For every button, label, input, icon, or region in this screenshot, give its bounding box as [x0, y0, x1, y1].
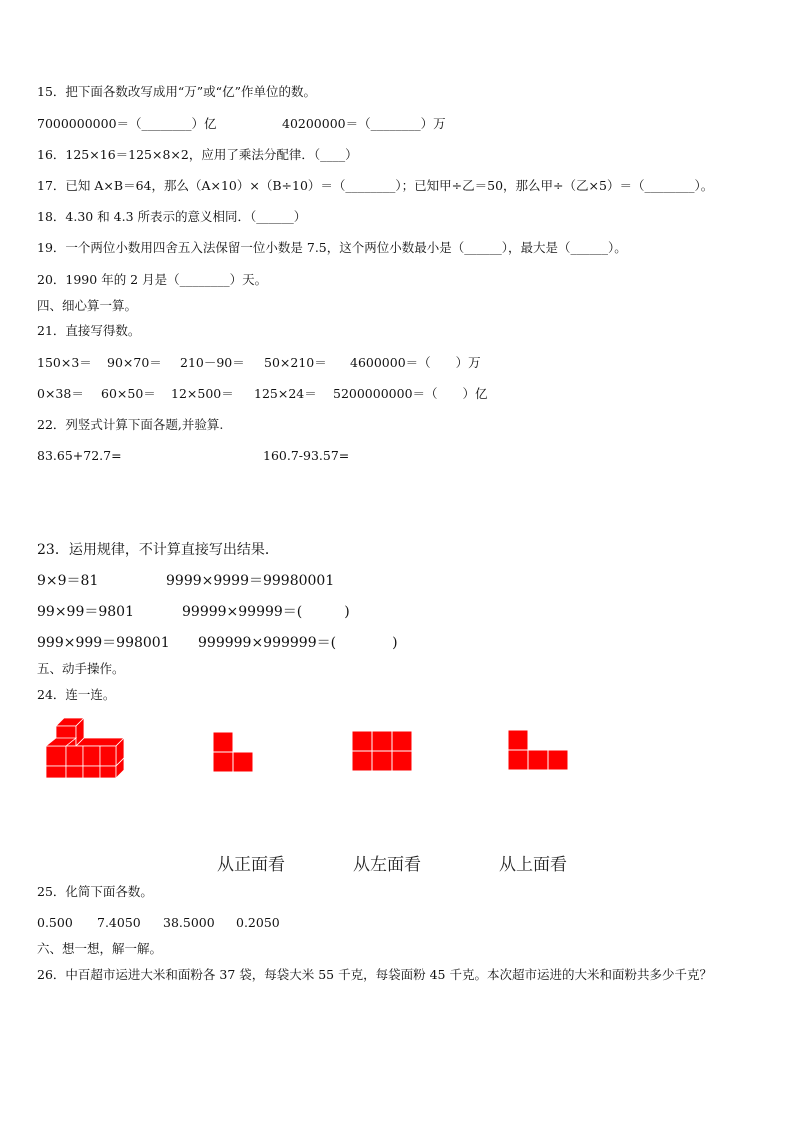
- view-shape-3: [507, 729, 569, 771]
- q22-b: 160.7-93.57=: [263, 448, 350, 463]
- q25-title: 25．化简下面各数。: [37, 884, 153, 899]
- q23-pattern: 999999×999999＝( ): [198, 635, 398, 651]
- q25-row: [37, 915, 280, 931]
- q23-pattern: 99×99＝9801: [37, 604, 134, 620]
- view-shape-1: [212, 731, 256, 773]
- q21-row2: [37, 386, 488, 402]
- q26: 26．中百超市运进大米和面粉各 37 袋，每袋大米 55 千克，每袋面粉 45 千克。本次超市运进的大米和面粉共多少千克？: [37, 967, 712, 982]
- q23-pattern: 9999×9999＝99980001: [166, 573, 335, 589]
- q17: 17．已知 A×B＝64，那么（A×10）×（B÷10）＝（________）；已知甲÷乙＝50，那么甲÷（乙×5）＝（________）。: [37, 178, 714, 193]
- q21-item: 210－90＝: [180, 355, 245, 370]
- q15-title: 15．把下面各数改写成用“万”或“亿”作单位的数。: [37, 84, 316, 99]
- q22-a: 83.65+72.7=: [37, 448, 122, 463]
- q23-pattern: 999×999＝998001: [37, 635, 170, 651]
- q24-title: 24．连一连。: [37, 687, 116, 702]
- q22-row: [37, 448, 349, 464]
- q21-item: 5200000000＝（ ）亿: [333, 386, 488, 401]
- q20: 20．1990 年的 2 月是（________）天。: [37, 272, 268, 287]
- section-4-heading: 四、细心算一算。: [37, 298, 138, 313]
- q16: 16．125×16＝125×8×2，应用了乘法分配律．（____）: [37, 147, 358, 162]
- view-label-front: 从正面看: [217, 855, 285, 875]
- q21-row1: [37, 355, 481, 371]
- q25-num: 7.4050: [97, 915, 141, 930]
- q23-line2: [37, 603, 350, 621]
- view-shape-2: [351, 730, 413, 772]
- q21-item: 90×70＝: [107, 355, 162, 370]
- section-5-heading: 五、动手操作。: [37, 661, 125, 676]
- q21-item: 125×24＝: [254, 386, 317, 401]
- q15-b: 40200000＝（________）万: [282, 116, 446, 131]
- q21-item: 150×3＝: [37, 355, 92, 370]
- section-6-heading: 六、想一想，解一解。: [37, 941, 163, 956]
- view-label-top: 从上面看: [499, 855, 567, 875]
- q21-item: 0×38＝: [37, 386, 84, 401]
- q23-pattern: 99999×99999＝( ): [182, 604, 350, 620]
- q21-item: 12×500＝: [171, 386, 234, 401]
- q25-num: 0.2050: [236, 915, 280, 930]
- q21-item: 50×210＝: [264, 355, 327, 370]
- q23-line1: [37, 572, 334, 590]
- view-label-left: 从左面看: [353, 855, 421, 875]
- q19: 19．一个两位小数用四舍五入法保留一位小数是 7.5，这个两位小数最小是（______），最大是（______）。: [37, 240, 627, 255]
- q15-a: 7000000000＝（________）亿: [37, 116, 217, 131]
- q25-num: 0.500: [37, 915, 73, 930]
- q22-title: 22．列竖式计算下面各题,并验算.: [37, 417, 224, 432]
- q18: 18．4.30 和 4.3 所表示的意义相同．（______）: [37, 209, 307, 224]
- q21-title: 21．直接写得数。: [37, 323, 141, 338]
- q25-num: 38.5000: [163, 915, 215, 930]
- q15-row: [37, 116, 446, 132]
- q23-title: 23．运用规律，不计算直接写出结果．: [37, 542, 279, 558]
- q21-item: 4600000＝（ ）万: [350, 355, 481, 370]
- q23-line3: [37, 634, 398, 652]
- cube-solid-figure: [44, 718, 126, 780]
- q23-pattern: 9×9＝81: [37, 573, 99, 589]
- q21-item: 60×50＝: [101, 386, 156, 401]
